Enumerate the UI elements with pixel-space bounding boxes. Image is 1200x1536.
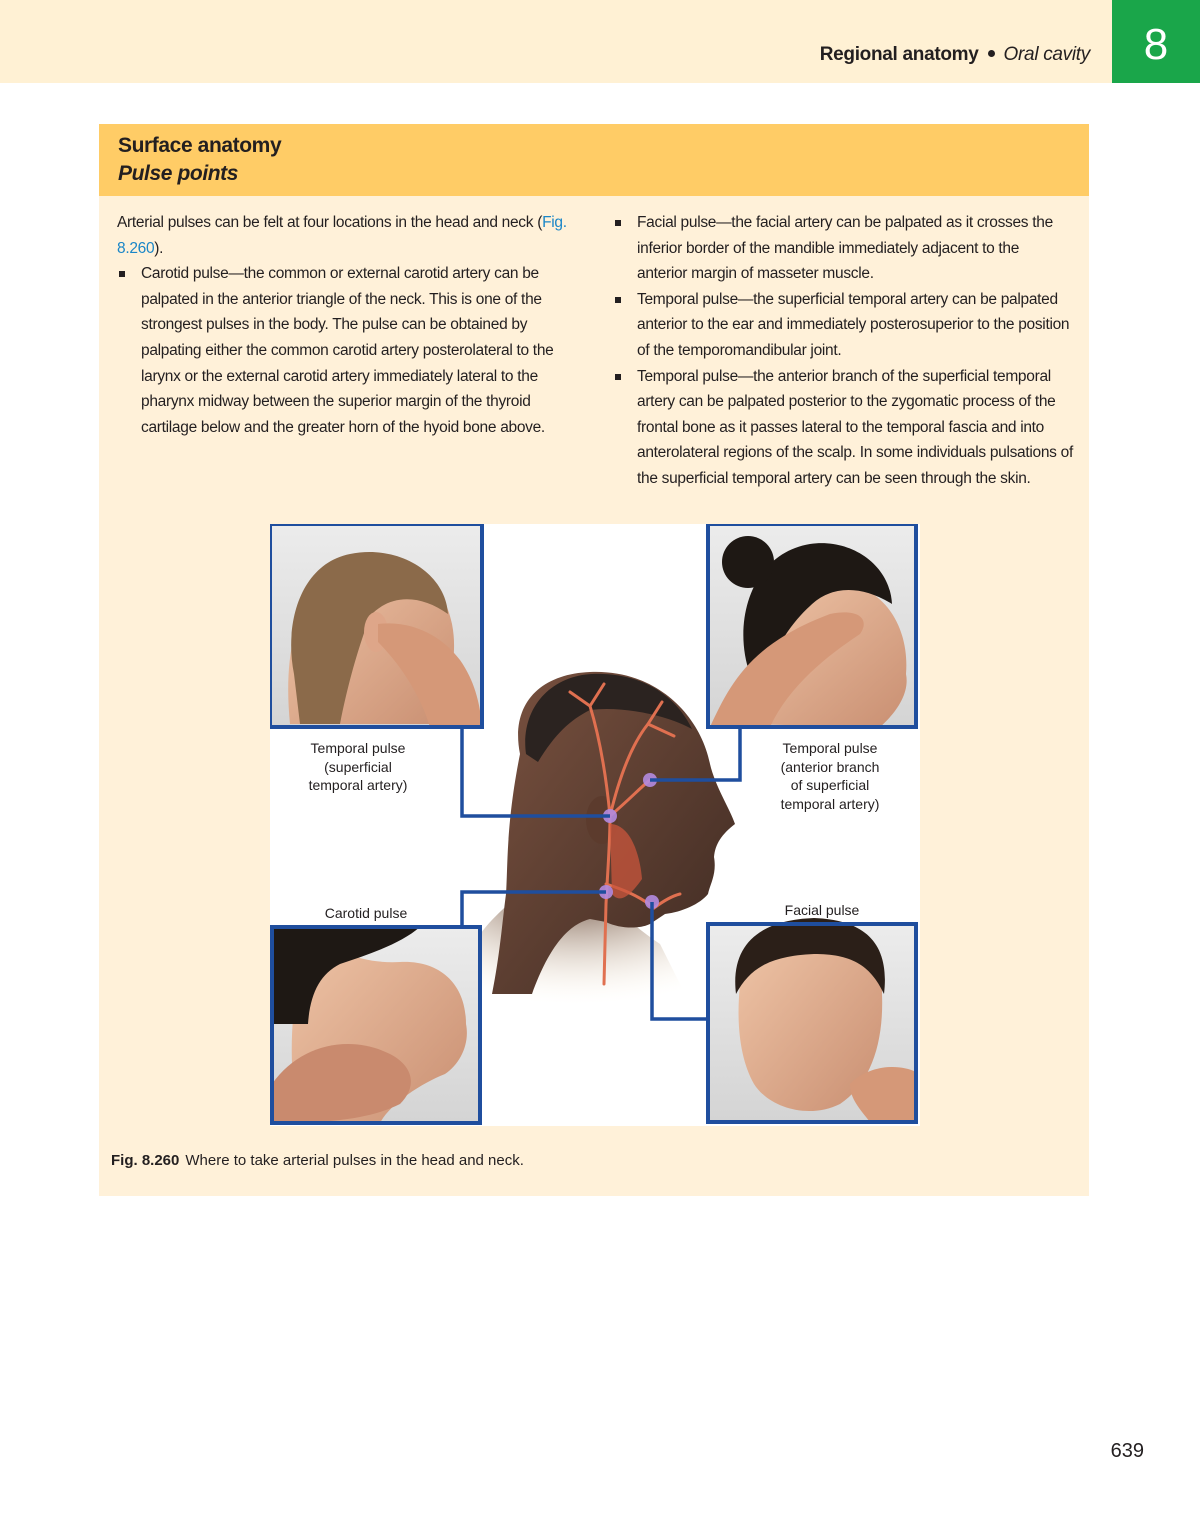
running-head-subsection: Oral cavity bbox=[1003, 44, 1090, 65]
label-carotid: Carotid pulse bbox=[324, 905, 408, 921]
list-item: Temporal pulse—the anterior branch of the superficial temporal artery can be palpated posterior to the zygomatic process of the frontal bone as it passes lateral to the temporal fascia and into anterolateral regions of the scalp. In some individuals pulsations of the superficial temporal artery can be seen through the skin. bbox=[613, 364, 1073, 492]
photo-temporal-superficial bbox=[270, 524, 482, 727]
box-subtitle: Pulse points bbox=[118, 162, 239, 185]
box-heading-band bbox=[99, 124, 1089, 196]
label-line: (superficial bbox=[324, 758, 392, 775]
label-line: Temporal pulse bbox=[782, 740, 878, 756]
left-column bbox=[117, 210, 572, 440]
label-temporal-superficial bbox=[288, 739, 428, 795]
label-line: of superficial bbox=[790, 777, 870, 793]
list-item: Facial pulse—the facial artery can be palpated as it crosses the inferior border of the mandible immediately adjacent to the anterior margin of masseter muscle. bbox=[613, 210, 1073, 287]
label-line: (anterior branch bbox=[780, 758, 880, 775]
running-head-section: Regional anatomy bbox=[819, 44, 979, 65]
right-bullet-list bbox=[613, 210, 1073, 492]
intro-paragraph bbox=[117, 210, 572, 261]
header-band bbox=[0, 0, 1112, 83]
label-line: temporal artery) bbox=[308, 777, 408, 793]
pulse-points-figure bbox=[270, 524, 920, 1126]
figure-caption bbox=[111, 1152, 524, 1169]
list-item: Carotid pulse—the common or external carotid artery can be palpated in the anterior triangle of the neck. This is one of the strongest pulses in the body. The pulse can be obtained by palpating either the common carotid artery posterolateral to the larynx or the external carotid artery immediately lateral to the pharynx midway between the superior margin of the thyroid cartilage below and the greater horn of the hyoid bone above. bbox=[117, 261, 572, 440]
label-line: temporal artery) bbox=[780, 795, 880, 812]
right-column bbox=[613, 210, 1073, 492]
intro-text-end: ). bbox=[154, 239, 164, 257]
bullet-separator bbox=[988, 50, 995, 57]
caption-text: Where to take arterial pulses in the head and neck. bbox=[185, 1152, 524, 1169]
intro-text: Arterial pulses can be felt at four locations in the head and neck ( bbox=[117, 214, 543, 231]
figure-link[interactable]: Fig. 8.260 bbox=[117, 214, 567, 257]
label-facial: Facial pulse bbox=[784, 902, 860, 918]
figure-illustration bbox=[270, 524, 920, 1126]
photo-temporal-anterior bbox=[708, 524, 916, 727]
box-title: Surface anatomy bbox=[118, 134, 282, 157]
label-temporal-anterior bbox=[758, 739, 902, 813]
list-item: Temporal pulse—the superficial temporal artery can be palpated anterior to the ear and immediately posterosuperior to the position of the temporomandibular joint. bbox=[613, 287, 1073, 364]
chapter-tab: 8 bbox=[1112, 0, 1200, 83]
photo-facial bbox=[708, 918, 916, 1122]
caption-label: Fig. 8.260 bbox=[111, 1152, 180, 1169]
running-head bbox=[820, 44, 1090, 66]
label-line: Temporal pulse bbox=[310, 740, 406, 756]
page-number: 639 bbox=[1110, 1440, 1144, 1462]
photo-carotid bbox=[272, 927, 480, 1123]
left-bullet-list bbox=[117, 261, 572, 440]
